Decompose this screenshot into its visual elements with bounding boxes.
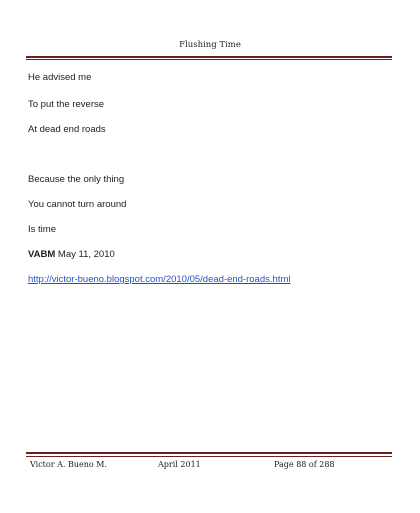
poem-line-2: To put the reverse <box>28 99 105 110</box>
header-rule-thick <box>26 56 392 58</box>
footer-date: April 2011 <box>158 460 201 469</box>
footer-rule-thin <box>26 456 392 457</box>
signature-date: May 11, 2010 <box>57 249 115 260</box>
footer-rule-thick <box>26 452 392 454</box>
blog-post-link[interactable]: http://victor-bueno.blogspot.com/2010/05/dead-end-roads.html <box>28 274 291 285</box>
footer-author: Victor A. Bueno M. <box>30 460 107 469</box>
poem-line-4: Because the only thing <box>28 174 125 185</box>
header-rule-thin <box>26 59 392 60</box>
poem-line-6: Is time <box>28 224 56 235</box>
poem-line-1: He advised me <box>28 72 92 83</box>
signature-line <box>28 249 115 260</box>
header-title: Flushing Time <box>179 40 241 50</box>
poem-line-5: You cannot turn around <box>28 199 127 210</box>
poem-line-3: At dead end roads <box>28 124 106 135</box>
footer-page-number: Page 88 of 288 <box>274 460 335 469</box>
signature-author: VABM <box>28 249 56 260</box>
